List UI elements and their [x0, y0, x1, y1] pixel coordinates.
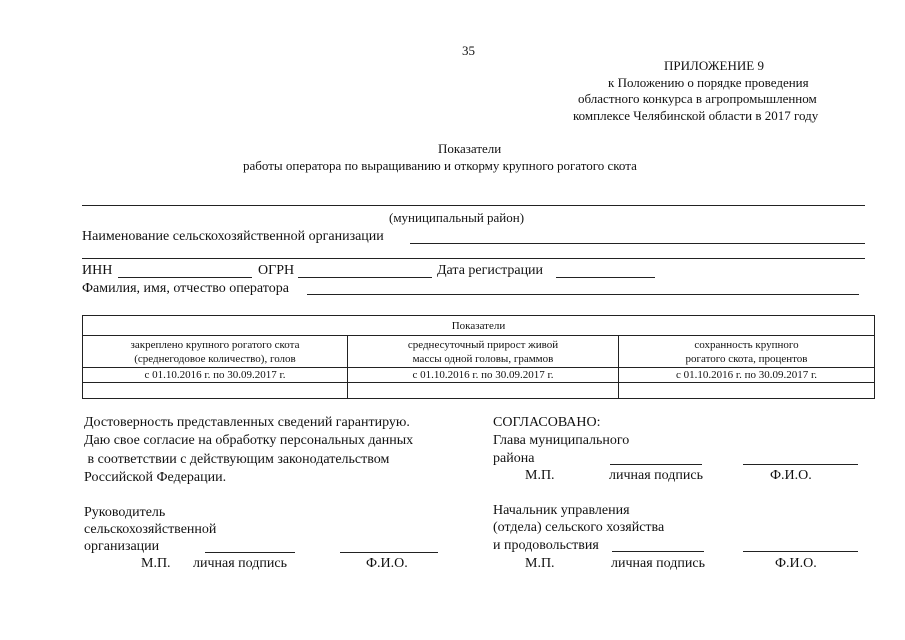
value-cell[interactable]	[348, 383, 619, 399]
org-name-field-line-2[interactable]	[82, 258, 865, 259]
guarantee-line-1: Достоверность представленных сведений гарантирую.	[84, 415, 410, 430]
signature-caption: личная подпись	[609, 468, 703, 483]
head-title-line-3: организации	[84, 539, 160, 554]
head-title-line-2: сельскохозяйственной	[84, 522, 217, 537]
indicators-table	[82, 315, 875, 399]
column-header-line: среднесуточный прирост живой	[407, 338, 559, 351]
fio-caption: Ф.И.О.	[775, 556, 817, 571]
guarantee-line-2: Даю свое согласие на обработку персональных данных	[84, 433, 414, 448]
value-cell[interactable]	[619, 383, 875, 399]
stamp-label: М.П.	[525, 556, 555, 571]
fio-caption: Ф.И.О.	[366, 556, 408, 571]
page-number: 35	[462, 43, 475, 58]
signature-caption: личная подпись	[193, 556, 287, 571]
appendix-line-1: к Положению о порядке проведения	[608, 75, 809, 90]
reg-date-label: Дата регистрации	[437, 263, 544, 278]
operator-field[interactable]	[307, 294, 859, 295]
org-name-field[interactable]	[410, 243, 865, 244]
municipal-head-line-1: Глава муниципального	[493, 433, 630, 448]
chief-line-3: и продовольствия	[493, 538, 599, 553]
org-name-label: Наименование сельскохозяйственной организации	[82, 229, 384, 244]
inn-field[interactable]	[118, 277, 252, 278]
stamp-label: М.П.	[525, 468, 555, 483]
municipal-fio-field[interactable]	[743, 464, 858, 465]
doc-subtitle: работы оператора по выращиванию и откорму крупного рогатого скота	[243, 158, 637, 173]
value-cell[interactable]	[83, 383, 348, 399]
chief-fio-field[interactable]	[743, 551, 858, 552]
column-header-line: (среднегодовое количество), голов	[134, 352, 296, 365]
column-header-daily-gain	[348, 336, 619, 368]
column-header-cattle-count	[83, 336, 348, 368]
inn-label: ИНН	[82, 263, 113, 278]
municipal-head-line-2: района	[493, 451, 535, 466]
operator-label: Фамилия, имя, отчество оператора	[82, 281, 289, 296]
column-header-survival	[619, 336, 875, 368]
period-cell: с 01.10.2016 г. по 30.09.2017 г.	[83, 368, 348, 383]
ogrn-field[interactable]	[298, 277, 432, 278]
agreed-label: СОГЛАСОВАНО:	[493, 415, 601, 430]
guarantee-line-3: в соответствии с действующим законодательством	[84, 452, 390, 467]
column-header-line: закреплено крупного рогатого скота	[130, 338, 300, 351]
table-period-row	[83, 368, 875, 383]
ogrn-label: ОГРН	[258, 263, 295, 278]
appendix-line-2: областного конкурса в агропромышленном	[578, 91, 817, 106]
column-header-line: рогатого скота, процентов	[685, 352, 808, 365]
signature-caption: личная подпись	[611, 556, 705, 571]
head-fio-field[interactable]	[340, 552, 438, 553]
period-cell: с 01.10.2016 г. по 30.09.2017 г.	[619, 368, 875, 383]
appendix-title: ПРИЛОЖЕНИЕ 9	[664, 58, 764, 73]
stamp-label: М.П.	[141, 556, 171, 571]
chief-signature-field[interactable]	[612, 551, 704, 552]
head-title-line-1: Руководитель	[84, 505, 166, 520]
chief-line-2: (отдела) сельского хозяйства	[493, 520, 665, 535]
table-group-header: Показатели	[83, 316, 875, 336]
fio-caption: Ф.И.О.	[770, 468, 812, 483]
period-cell: с 01.10.2016 г. по 30.09.2017 г.	[348, 368, 619, 383]
column-header-line: массы одной головы, граммов	[412, 352, 554, 365]
head-signature-field[interactable]	[205, 552, 295, 553]
municipal-signature-field[interactable]	[610, 464, 702, 465]
guarantee-line-4: Российской Федерации.	[84, 470, 227, 485]
table-header-row	[83, 336, 875, 368]
chief-line-1: Начальник управления	[493, 503, 630, 518]
district-caption: (муниципальный район)	[389, 210, 525, 225]
appendix-line-3: комплексе Челябинской области в 2017 году	[573, 108, 819, 123]
table-row	[83, 383, 875, 399]
reg-date-field[interactable]	[556, 277, 655, 278]
district-line	[82, 205, 865, 206]
column-header-line: сохранность крупного	[694, 338, 799, 351]
doc-title: Показатели	[438, 141, 502, 156]
